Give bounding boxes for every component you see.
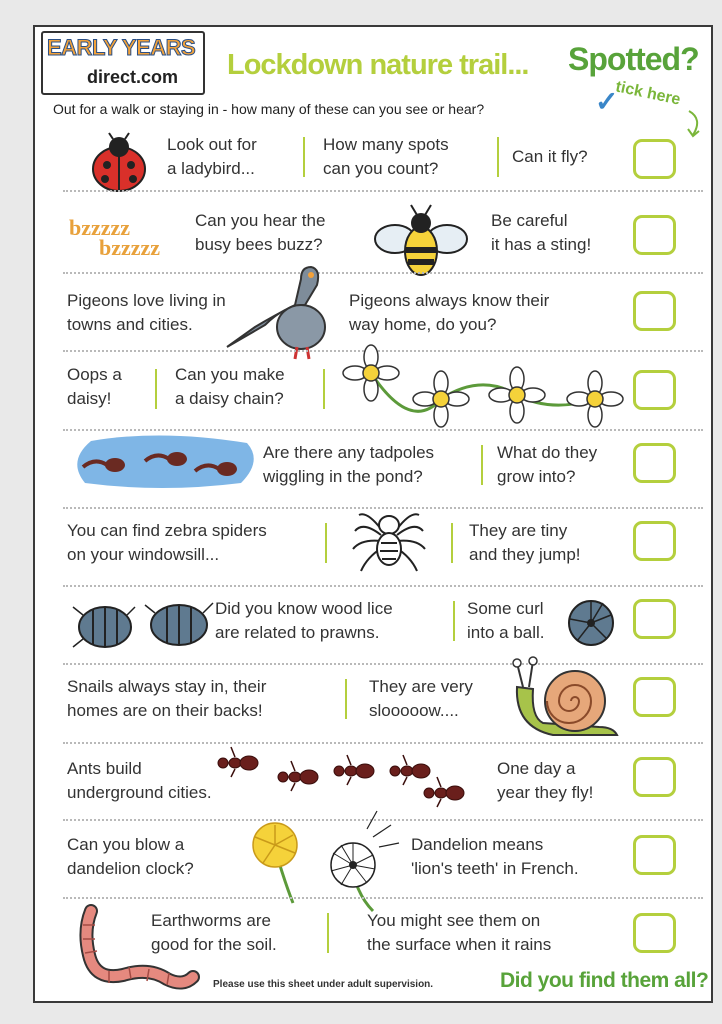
row-text-line: Be careful it has a sting! — [491, 211, 592, 254]
divider — [323, 369, 325, 409]
row-text-line: Can you blow a dandelion clock? — [67, 835, 194, 878]
row-text-line: Are there any tadpoles wiggling in the pond? — [263, 443, 435, 486]
row-separator — [63, 190, 703, 192]
spider-icon — [351, 501, 427, 577]
row-text-line: Oops a daisy! — [67, 365, 122, 408]
row-text-line: What do they grow into? — [497, 443, 598, 486]
divider — [325, 523, 327, 563]
tick-box[interactable] — [633, 521, 676, 561]
page-title: Lockdown nature trail... — [227, 49, 529, 81]
divider — [345, 679, 347, 719]
row-text-line: They are tiny and they jump! — [469, 521, 581, 564]
divider — [481, 445, 483, 485]
row-text-line: Some curl into a ball. — [467, 599, 545, 642]
row-text-line: Can you hear the busy bees buzz? — [195, 211, 326, 254]
nature-trail-sheet — [33, 25, 713, 1003]
row-text — [167, 133, 257, 181]
row-text — [67, 289, 226, 337]
logo — [41, 31, 205, 95]
row-text — [67, 833, 194, 881]
row-text-line: One day a year they fly! — [497, 759, 594, 802]
woodlouse-icon — [71, 593, 221, 657]
tick-box[interactable] — [633, 913, 676, 953]
divider — [303, 137, 305, 177]
tick-here-label: tick here — [614, 78, 682, 109]
row-text-line: Can you make a daisy chain? — [175, 365, 285, 408]
bee-icon — [373, 203, 469, 283]
row-separator — [63, 742, 703, 744]
row-text-line: Snails always stay in, their homes are on their backs! — [67, 677, 267, 720]
row-text-line: Ants build underground cities. — [67, 759, 212, 802]
ladybird-icon — [87, 135, 151, 195]
row-text-line: They are very slooooow.... — [369, 677, 473, 720]
row-text — [367, 909, 551, 957]
row-text — [411, 833, 579, 881]
row-text — [512, 145, 588, 169]
buzz-text: bzzzzz — [69, 215, 131, 240]
tick-icon: ✓ — [595, 86, 619, 117]
row-text — [469, 519, 581, 567]
logo-bottom-text: direct.com — [87, 67, 179, 87]
row-text-line: Pigeons always know their way home, do you? — [349, 291, 550, 334]
divider — [327, 913, 329, 953]
tick-box[interactable] — [633, 443, 676, 483]
row-text — [497, 757, 593, 805]
row-text-line: Did you know wood lice are related to prawns. — [215, 599, 393, 642]
dandelion-icon — [243, 797, 403, 913]
tadpole-pond-icon — [71, 431, 257, 491]
logo-top-text: EARLY YEARS — [47, 35, 196, 60]
snail-icon — [513, 657, 621, 745]
row-text — [175, 363, 285, 411]
row-text — [195, 209, 325, 257]
row-text — [263, 441, 434, 489]
row-text-line: Look out for a ladybird... — [167, 135, 257, 178]
buzz-text: bzzzzz — [99, 235, 161, 260]
curved-arrow-icon — [685, 109, 705, 139]
row-text-line: Pigeons love living in towns and cities. — [67, 291, 226, 334]
row-text — [369, 675, 473, 723]
divider — [451, 523, 453, 563]
row-text — [67, 519, 267, 567]
tick-box[interactable] — [633, 599, 676, 639]
row-text-line: How many spots can you count? — [323, 135, 449, 178]
row-text — [467, 597, 545, 645]
curled-woodlouse-icon — [567, 599, 615, 647]
row-text — [67, 675, 266, 723]
tick-box[interactable] — [633, 835, 676, 875]
row-text — [323, 133, 449, 181]
tick-box[interactable] — [633, 215, 676, 255]
divider — [497, 137, 499, 177]
supervision-note: Please use this sheet under adult supervision. — [213, 979, 434, 990]
tick-box[interactable] — [633, 677, 676, 717]
row-text — [497, 441, 597, 489]
row-text — [67, 363, 122, 411]
row-text-line: Can it fly? — [512, 147, 588, 166]
divider — [155, 369, 157, 409]
row-text-line: You might see them on the surface when it rains — [367, 911, 552, 954]
row-text — [491, 209, 591, 257]
tick-box[interactable] — [633, 757, 676, 797]
find-them-all-text: Did you find them all? — [500, 969, 709, 992]
spotted-heading: Spotted? — [568, 41, 699, 77]
row-text — [67, 757, 212, 805]
tick-box[interactable] — [633, 139, 676, 179]
row-separator — [63, 272, 703, 274]
row-text — [151, 909, 277, 957]
row-text-line: Earthworms are good for the soil. — [151, 911, 277, 954]
divider — [453, 601, 455, 641]
tick-box[interactable] — [633, 370, 676, 410]
row-text — [349, 289, 549, 337]
daisy-chain-icon — [341, 343, 623, 435]
row-text-line: Dandelion means 'lion's teeth' in French. — [411, 835, 579, 878]
row-separator — [63, 585, 703, 587]
subtitle: Out for a walk or staying in - how many of these can you see or hear? — [53, 101, 485, 117]
row-text — [215, 597, 393, 645]
row-text-line: You can find zebra spiders on your windowsill... — [67, 521, 267, 564]
tick-box[interactable] — [633, 291, 676, 331]
